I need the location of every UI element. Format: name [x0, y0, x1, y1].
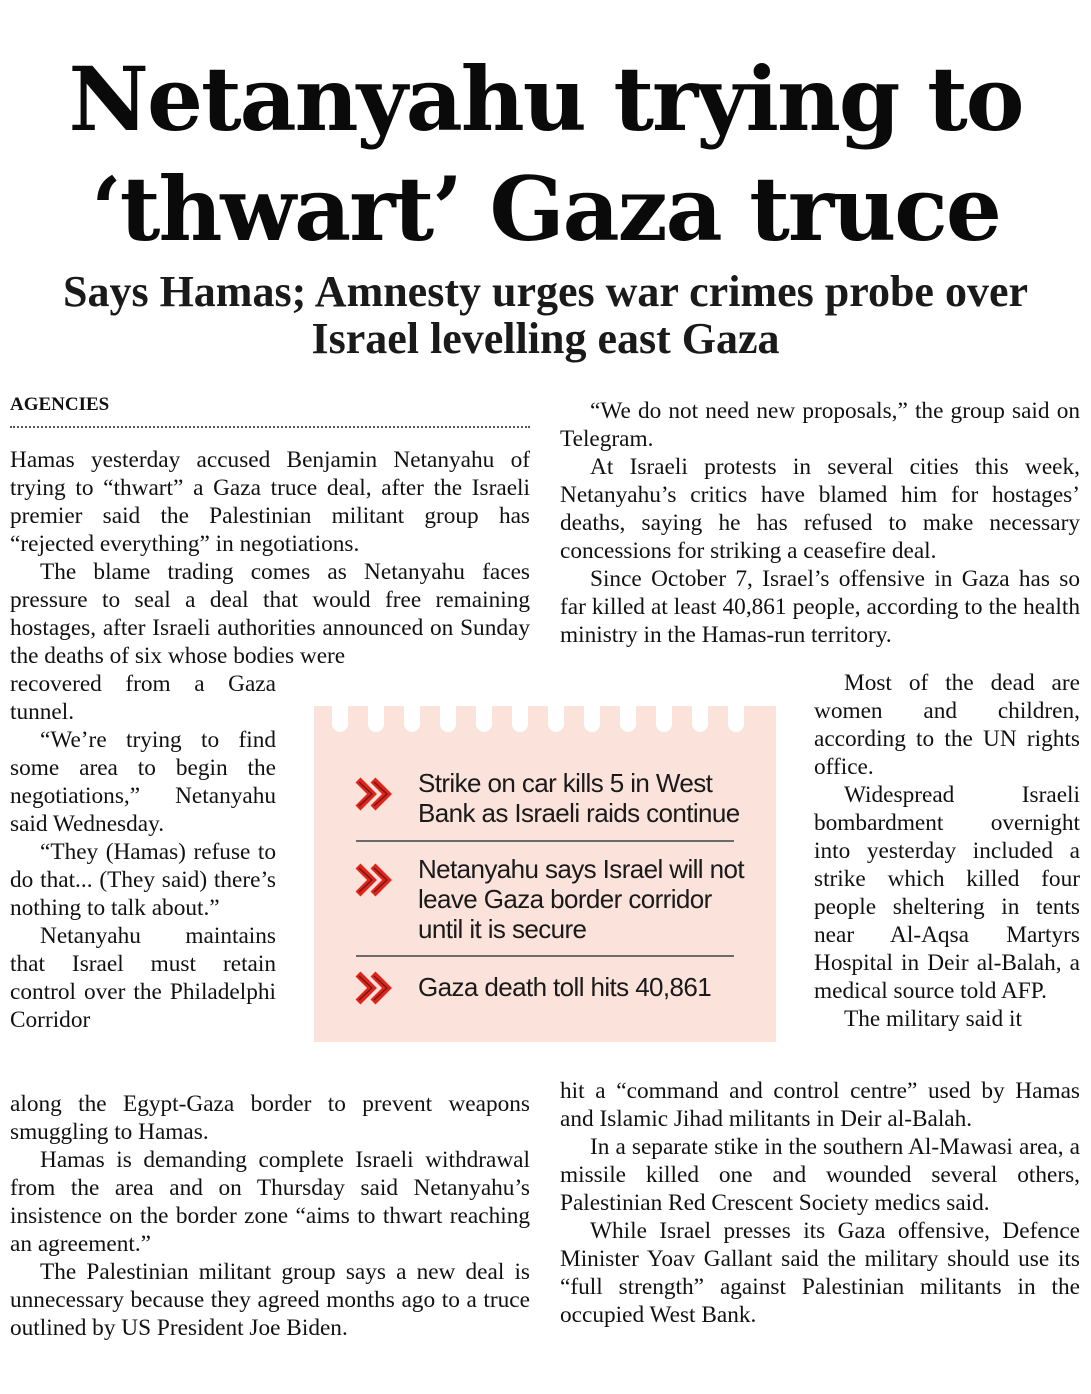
subheadline-line-1: Says Hamas; Amnesty urges war crimes probe over	[62, 267, 1029, 316]
article-paragraph: Hamas yesterday accused Benjamin Netanyahu of trying to “thwart” a Gaza truce deal, after the Israeli premier said the Palestinian militant group has “rejected everything” in negotiations.	[10, 447, 530, 557]
right-column-top	[560, 397, 1080, 649]
headline	[0, 44, 1091, 264]
double-chevron-right-icon	[354, 968, 396, 1008]
article-paragraph: In a separate stike in the southern Al-Mawasi area, a missile killed one and wounded several others, Palestinian Red Crescent Society medics said.	[560, 1134, 1080, 1216]
highlight-text: Gaza death toll hits 40,861	[418, 972, 712, 1002]
article-paragraph: Widespread Israeli bombardment overnight into yesterday included a strike which killed four people sheltering in tents near Al-Aqsa Martyrs Hospital in Deir al-Balah, a medical source told AFP.	[814, 782, 1080, 1004]
article-paragraph: Hamas is demanding complete Israeli withdrawal from the area and on Thursday said Netanyahu’s insistence on the border zone “aims to thwart reaching an agreement.”	[10, 1147, 530, 1257]
headline-line-2: ‘thwart’ Gaza truce	[91, 157, 1000, 261]
article-paragraph: “We’re trying to find some area to begin the negotiations,” Netanyahu said Wednesday.	[10, 727, 276, 837]
highlight-divider	[356, 840, 734, 842]
left-column-narrow	[10, 670, 276, 1034]
right-column-narrow	[814, 669, 1080, 1033]
article-paragraph: “They (Hamas) refuse to do that... (They said) there’s nothing to talk about.”	[10, 839, 276, 921]
article-paragraph: recovered from a Gaza tunnel.	[10, 671, 276, 725]
article-paragraph: The blame trading comes as Netanyahu faces pressure to seal a deal that would free remaining hostages, after Israeli authorities announced on Sunday the deaths of six whose bodies were	[10, 559, 530, 669]
article-paragraph: Netanyahu maintains that Israel must retain control over the Philadelphi Corridor	[10, 923, 276, 1033]
subheadline-line-2: Israel levelling east Gaza	[311, 314, 780, 363]
byline-divider	[10, 426, 530, 428]
article-paragraph: At Israeli protests in several cities this week, Netanyahu’s critics have blamed him for hostages’ deaths, saying he has refused to make necessary concessions for striking a ceasefire deal.	[560, 454, 1080, 564]
highlight-item	[350, 968, 734, 1012]
article-paragraph: “We do not need new proposals,” the group said on Telegram.	[560, 398, 1080, 452]
highlights-box	[314, 706, 776, 1042]
article-paragraph: along the Egypt-Gaza border to prevent weapons smuggling to Hamas.	[10, 1091, 530, 1145]
right-column-bottom	[560, 1077, 1080, 1329]
headline-line-1: Netanyahu trying to	[68, 47, 1023, 151]
double-chevron-right-icon	[354, 774, 396, 814]
article-paragraph: The Palestinian militant group says a new deal is unnecessary because they agreed months ago to a truce outlined by US President Joe Biden.	[10, 1259, 530, 1341]
double-chevron-right-icon	[354, 860, 396, 900]
notepad-holes	[332, 706, 762, 746]
subheadline	[0, 268, 1091, 362]
highlight-item	[350, 766, 740, 836]
article-paragraph: The military said it	[844, 1006, 1022, 1032]
highlight-divider	[356, 955, 734, 957]
left-column-bottom	[10, 1090, 530, 1342]
highlight-text: Netanyahu says Israel will not leave Gaza border corridor until it is secure	[418, 854, 744, 944]
highlight-item	[350, 852, 744, 952]
byline: AGENCIES	[10, 394, 110, 415]
left-column-top	[10, 446, 530, 670]
article-paragraph: Since October 7, Israel’s offensive in Gaza has so far killed at least 40,861 people, according to the health ministry in the Hamas-run territory.	[560, 566, 1080, 648]
article-paragraph: hit a “command and control centre” used by Hamas and Islamic Jihad militants in Deir al-Balah.	[560, 1078, 1080, 1132]
article-paragraph: While Israel presses its Gaza offensive, Defence Minister Yoav Gallant said the military should use its “full strength” against Palestinian militants in the occupied West Bank.	[560, 1218, 1080, 1328]
highlight-text: Strike on car kills 5 in West Bank as Israeli raids continue	[418, 768, 740, 828]
article-paragraph: Most of the dead are women and children, according to the UN rights office.	[814, 670, 1080, 780]
